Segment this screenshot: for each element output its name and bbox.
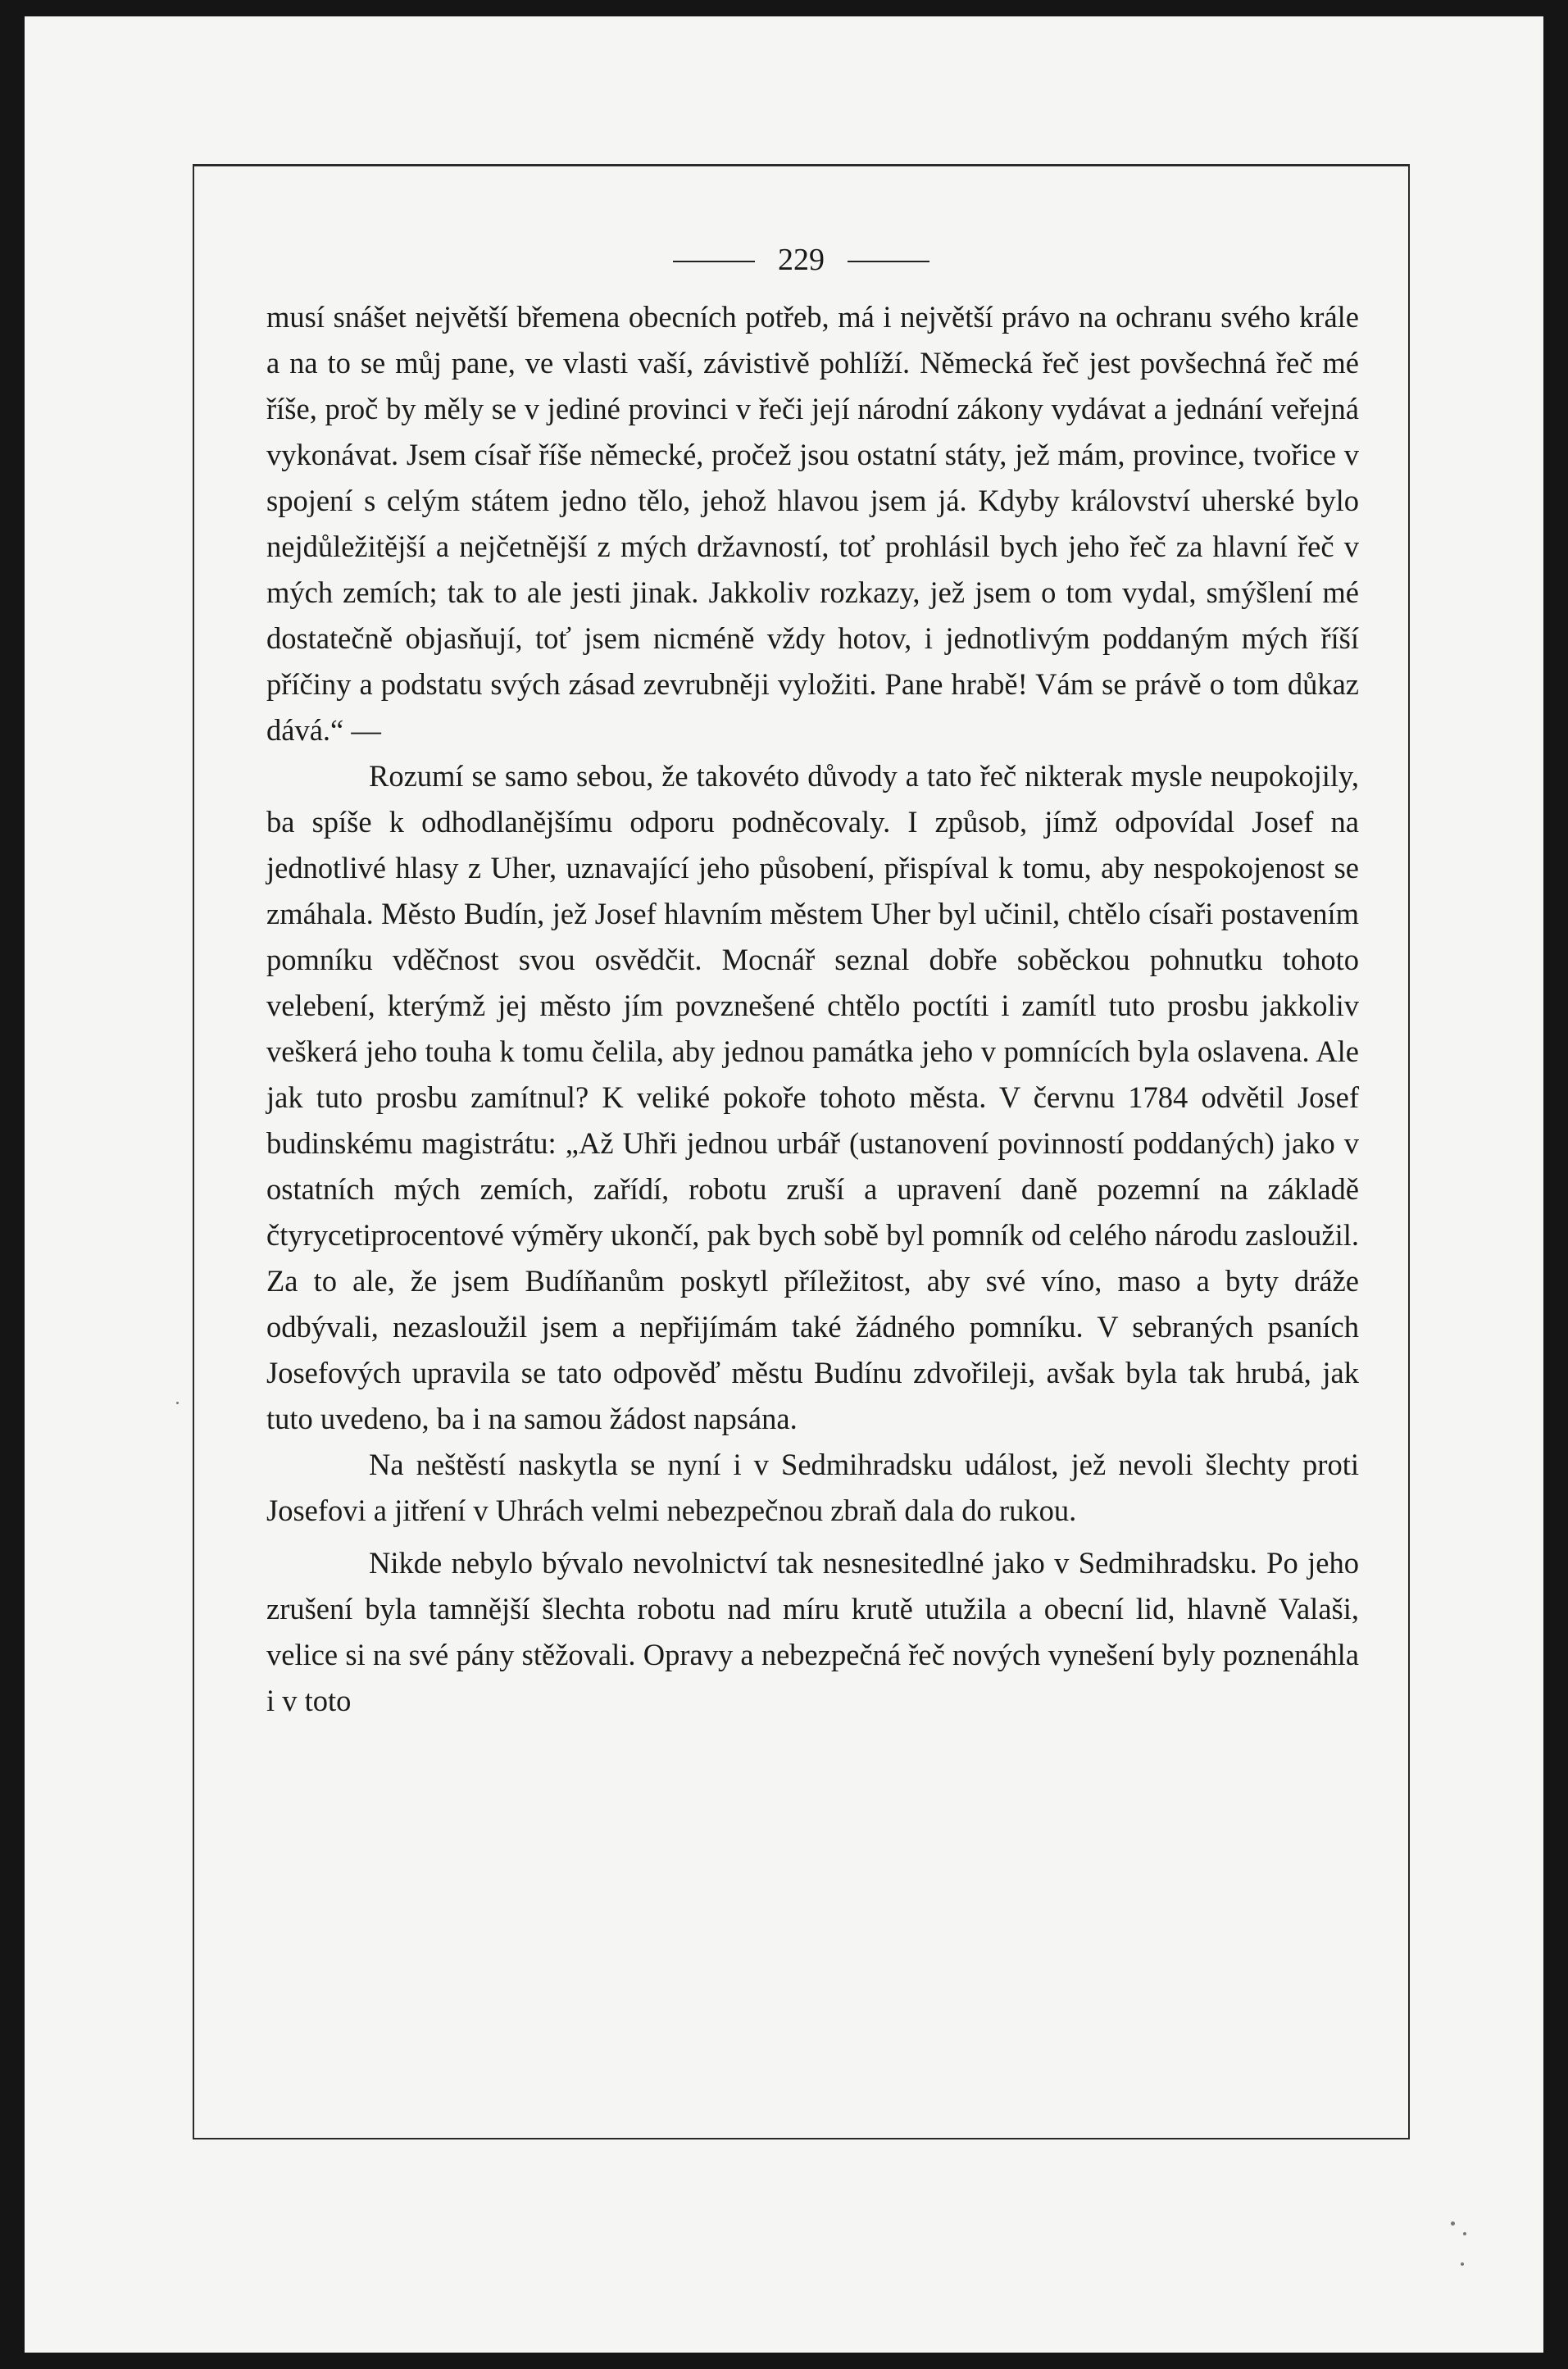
paragraph-3: Na neštěstí naskytla se nyní i v Sedmihradsku událost, jež nevoli šlechty proti Josefovi a jitření v Uhrách velmi nebezpečnou zbraň dala do rukou. <box>266 1448 1359 1527</box>
margin-speck <box>1463 2232 1466 2235</box>
header-rule-left <box>673 261 755 262</box>
margin-speck <box>176 1402 179 1404</box>
page-number: 229 <box>778 243 825 277</box>
paper-sheet <box>25 16 1543 2353</box>
paragraph-2: Rozumí se samo sebou, že takovéto důvody a tato řeč nikterak mysle neupokojily, ba spíše k odhodlanějšímu odporu podněcovaly. I způsob, jímž odpovídal Josef na jednotlivé hlasy z Uher, uznavající jeho působení, přispíval k tomu, aby nespokojenost se zmáhala. Město Budín, jež Josef hlavním městem Uher byl učinil, chtělo císaři postavením pomníku vděčnost svou osvědčit. Mocnář seznal dobře soběckou pohnutku tohoto velebení, kterýmž jej město jím povznešené chtělo poctíti i zamítl tuto prosbu jakkoliv veškerá jeho touha k tomu čelila, aby jednou památka jeho v pomnících byla oslavena. Ale jak tuto prosbu zamítnul? K veliké pokoře tohoto města. V červnu 1784 odvětil Josef budinskému magistrátu: „Až Uhři jednou urbář (ustanovení povinností poddaných) jako v ostatních mých zemích, zařídí, robotu zruší a upravení daně pozemní na základě čtyrycetiprocentové výměry ukončí, pak bych sobě byl pomník od celého národu zasloužil. Za to ale, že jsem Budíňanům poskytl příležitost, aby své víno, maso a byty dráže odbývali, nezasloužil jsem a nepřijímám také žádného pomníku. V sebraných psaních Josefových upravila se tato odpověď městu Budínu zdvořileji, avšak byla tak hrubá, jak tuto uvedeno, ba i na samou žádost napsána. <box>266 759 1359 1435</box>
body-text <box>266 294 1359 1724</box>
margin-speck <box>1461 2262 1464 2266</box>
paragraph-4: Nikde nebylo bývalo nevolnictví tak nesnesitedlné jako v Sedmihradsku. Po jeho zrušení byla tamnější šlechta robotu nad míru krutě utužila a obecní lid, hlavně Valaši, velice si na své pány stěžovali. Opravy a nebezpečná řeč nových vynešení byly poznenáhla i v toto <box>266 1546 1359 1717</box>
page-header <box>194 235 1408 284</box>
margin-speck <box>1451 2221 1455 2226</box>
page-frame <box>193 164 1410 2139</box>
paragraph-1: musí snášet největší břemena obecních potřeb, má i největší právo na ochranu svého krále a na to se můj pane, ve vlasti vaší, závistivě pohlíží. Německá řeč jest povšechná řeč mé říše, proč by měly se v jediné provinci v řeči její národní zákony vydávat a jednání veřejná vykonávat. Jsem císař říše německé, pročež jsou ostatní státy, jež mám, province, tvořice v spojení s celým státem jedno tělo, jehož hlavou jsem já. Kdyby království uherské bylo nejdůležitější a nejčetnější z mých državností, toť prohlásil bych jeho řeč za hlavní řeč v mých zemích; tak to ale jesti jinak. Jakkoliv rozkazy, jež jsem o tom vydal, smýšlení mé dostatečně objasňují, toť jsem nicméně vždy hotov, i jednotlivým poddaným mých říší příčiny a podstatu svých zásad zevrubněji vyložiti. Pane hrabě! Vám se právě o tom důkaz dává.“ — <box>266 300 1359 747</box>
header-rule-right <box>848 261 929 262</box>
